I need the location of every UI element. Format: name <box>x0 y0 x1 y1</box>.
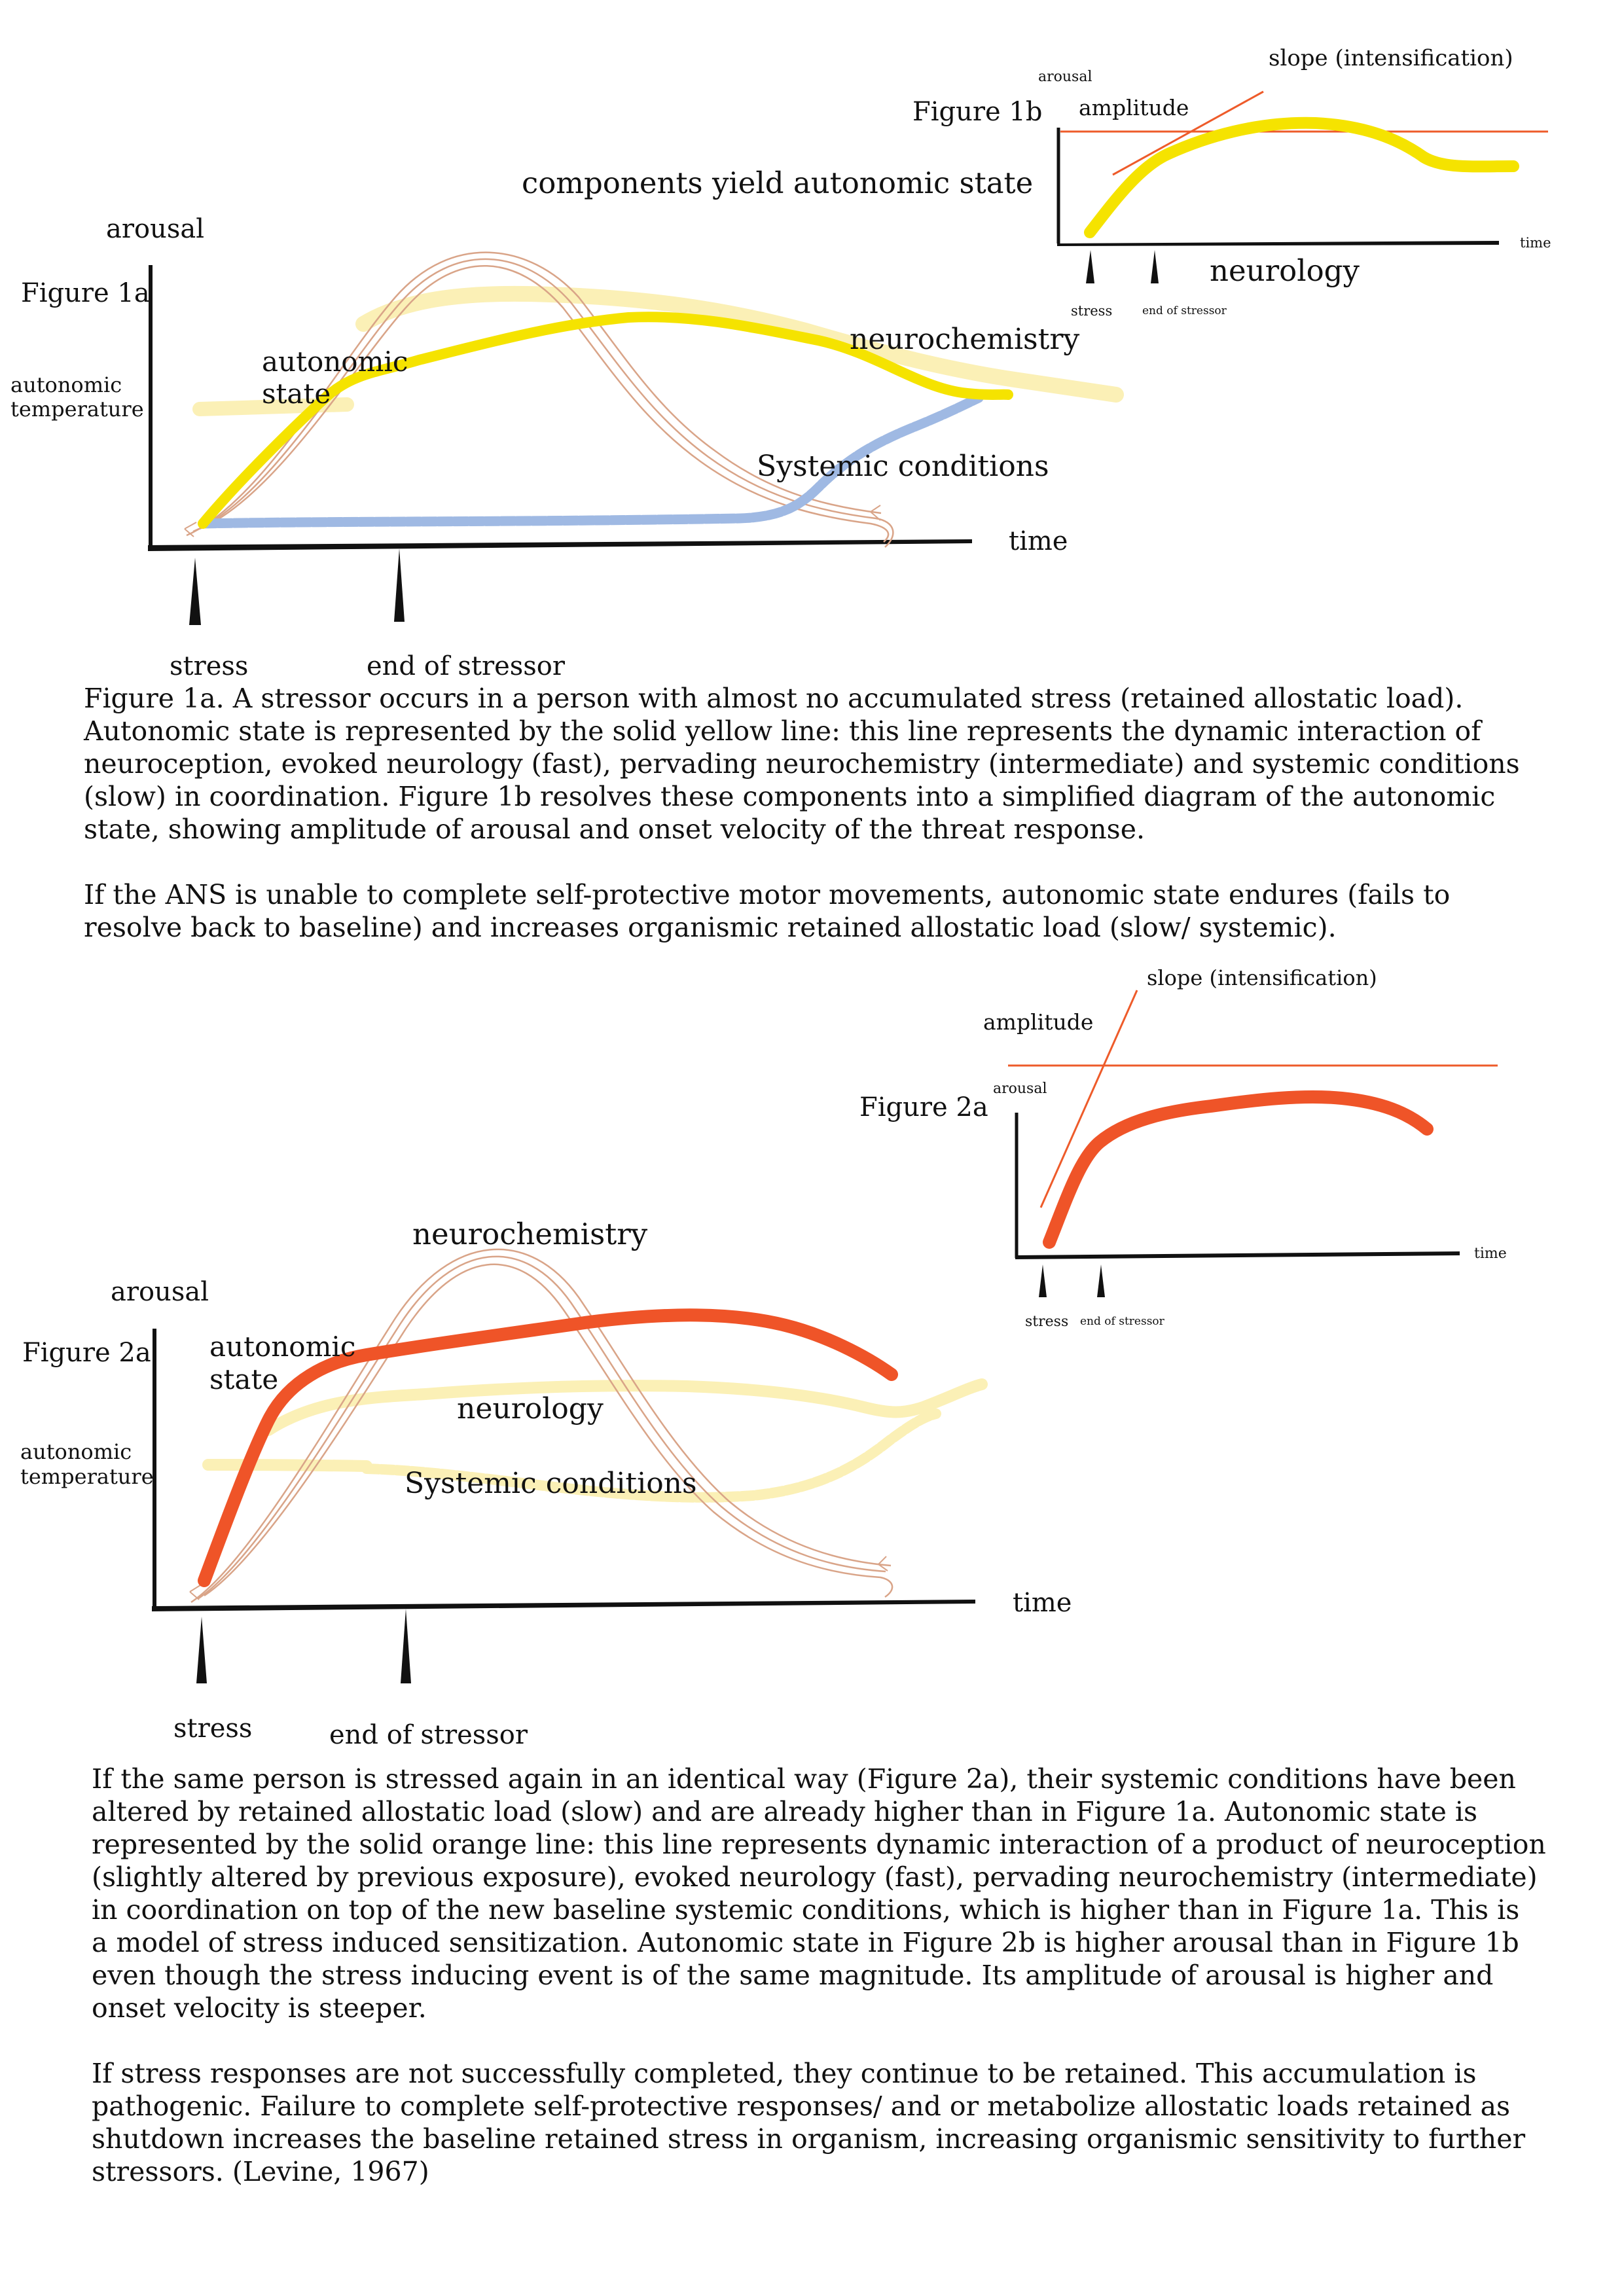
fig1a-stress-label: stress <box>170 651 249 681</box>
fig2a-stress-label: stress <box>173 1713 253 1744</box>
fig2a-baseline-band <box>208 1465 367 1466</box>
fig1a-state-label-1: autonomic <box>262 346 408 378</box>
caption2-line: altered by retained allostatic load (slow) and are already higher than in Figure 1a. Autonomic state is <box>92 1796 1478 1827</box>
fig2a-state-label-1: autonomic <box>209 1331 356 1363</box>
figure-1-caption <box>84 682 1520 944</box>
fig1a-end-of-stressor-marker <box>394 548 405 622</box>
fig1a-end-of-stressor-label: end of stressor <box>367 651 566 681</box>
fig1b-stress-label: stress <box>1071 303 1113 319</box>
figure-2b-graph <box>1008 990 1498 1297</box>
fig2b-end-of-stressor-label: end of stressor <box>1080 1315 1164 1328</box>
fig2b-y-axis-label: arousal <box>993 1081 1047 1097</box>
fig1b-title: Figure 1b <box>912 97 1043 127</box>
fig2a-neurology-label: neurology <box>457 1392 604 1426</box>
fig1a-systemic-conditions-label: Systemic conditions <box>757 450 1049 483</box>
figure-1a-graph <box>148 253 1116 625</box>
fig2b-x-axis-label: time <box>1474 1246 1507 1262</box>
caption1-line: Figure 1a. A stressor occurs in a person with almost no accumulated stress (retained allostatic load). <box>84 683 1464 714</box>
caption2-line: shutdown increases the baseline retained stress in organism, increasing organismic sensitivity to further <box>92 2123 1526 2155</box>
fig1a-header: components yield autonomic state <box>522 166 1034 200</box>
fig1b-autonomic-state-curve <box>1090 123 1513 232</box>
fig1b-end-of-stressor-label: end of stressor <box>1142 304 1227 317</box>
fig1b-stress-marker <box>1086 250 1094 283</box>
caption2-line: a model of stress induced sensitization. Autonomic state in Figure 2b is higher arousal than in Figure 1b <box>92 1927 1519 1958</box>
caption2-line: even though the stress inducing event is of the same magnitude. Its amplitude of arousal is higher and <box>92 1960 1494 1991</box>
fig1a-state-label-2: state <box>262 378 331 410</box>
fig1a-y-sublabel-1: autonomic <box>10 372 122 397</box>
fig2b-end-of-stressor-marker <box>1097 1265 1105 1297</box>
fig2a-x-axis <box>152 1600 975 1611</box>
fig2a-state-label-2: state <box>209 1363 279 1395</box>
caption2-line: If stress responses are not successfully completed, they continue to be retained. This accumulation is <box>92 2058 1477 2089</box>
fig2b-autonomic-state-curve <box>1049 1097 1427 1242</box>
fig2a-end-of-stressor-marker <box>401 1609 411 1683</box>
fig2b-stress-marker <box>1039 1265 1047 1297</box>
fig1a-y-axis-label: arousal <box>106 214 204 244</box>
fig2a-systemic-conditions-label: Systemic conditions <box>405 1467 697 1500</box>
fig1a-stress-marker <box>189 558 201 625</box>
fig2a-y-sublabel-2: temperature <box>20 1464 154 1489</box>
fig1b-x-axis-label: time <box>1520 235 1551 251</box>
fig2b-title: Figure 2a <box>859 1092 988 1122</box>
caption1-line: neuroception, evoked neurology (fast), pervading neurochemistry (intermediate) and systemic conditions <box>84 748 1520 780</box>
caption2-line: stressors. (Levine, 1967) <box>92 2156 429 2187</box>
fig2b-stress-label: stress <box>1025 1314 1069 1330</box>
fig1a-y-sublabel-2: temperature <box>10 397 144 422</box>
fig2a-y-sublabel-1: autonomic <box>20 1439 132 1464</box>
fig1b-neurology-label: neurology <box>1210 253 1360 288</box>
fig2a-end-of-stressor-label: end of stressor <box>329 1720 528 1750</box>
fig1a-title: Figure 1a <box>21 278 150 308</box>
fig1a-x-axis <box>148 539 972 551</box>
caption2-line: (slightly altered by previous exposure), evoked neurology (fast), pervading neurochemistry (intermediate) <box>92 1861 1538 1893</box>
paragraph-gap <box>84 846 1520 878</box>
caption1-line: state, showing amplitude of arousal and onset velocity of the threat response. <box>84 814 1146 845</box>
fig2a-title: Figure 2a <box>22 1338 151 1368</box>
caption2-line: onset velocity is steeper. <box>92 1992 427 2024</box>
caption1-line: (slow) in coordination. Figure 1b resolves these components into a simplified diagram of the autonomic <box>84 781 1496 812</box>
paragraph-gap <box>92 2024 1546 2057</box>
fig1b-amplitude-label: amplitude <box>1079 95 1189 120</box>
fig1a-x-axis-label: time <box>1009 526 1068 556</box>
fig2a-neurochemistry-outline <box>190 1249 892 1602</box>
fig2a-y-axis-label: arousal <box>111 1277 209 1307</box>
fig2a-stress-marker <box>196 1617 207 1683</box>
caption2-line: If the same person is stressed again in an identical way (Figure 2a), their systemic conditions have been <box>92 1763 1516 1795</box>
fig2b-slope-label: slope (intensification) <box>1147 965 1377 990</box>
fig1a-neurochemistry-label: neurochemistry <box>850 323 1080 356</box>
fig2a-neurology-band <box>268 1384 982 1430</box>
fig1b-y-axis-label: arousal <box>1038 69 1092 85</box>
caption1-line: resolve back to baseline) and increases organismic retained allostatic load (slow/ systemic). <box>84 912 1337 943</box>
caption2-line: in coordination on top of the new baseline systemic conditions, which is higher than in Figure 1a. This is <box>92 1894 1520 1926</box>
caption2-line: pathogenic. Failure to complete self-protective responses/ and or metabolize allostatic loads retained as <box>92 2090 1511 2122</box>
caption2-line: represented by the solid orange line: this line represents dynamic interaction of a product of neuroception <box>92 1829 1546 1860</box>
fig1b-slope-label: slope (intensification) <box>1269 45 1513 71</box>
fig1b-x-axis <box>1057 241 1499 246</box>
caption1-line: Autonomic state is represented by the solid yellow line: this line represents the dynamic interaction of <box>84 715 1481 747</box>
fig1b-end-of-stressor-marker <box>1151 250 1159 283</box>
caption1-line: If the ANS is unable to complete self-protective motor movements, autonomic state endures (fails to <box>84 879 1451 910</box>
fig2a-x-axis-label: time <box>1013 1588 1072 1618</box>
fig2b-amplitude-label: amplitude <box>983 1009 1094 1035</box>
fig2b-x-axis <box>1015 1251 1460 1259</box>
figure-2-caption <box>92 1763 1546 2188</box>
fig2a-neurochemistry-label: neurochemistry <box>412 1217 648 1251</box>
